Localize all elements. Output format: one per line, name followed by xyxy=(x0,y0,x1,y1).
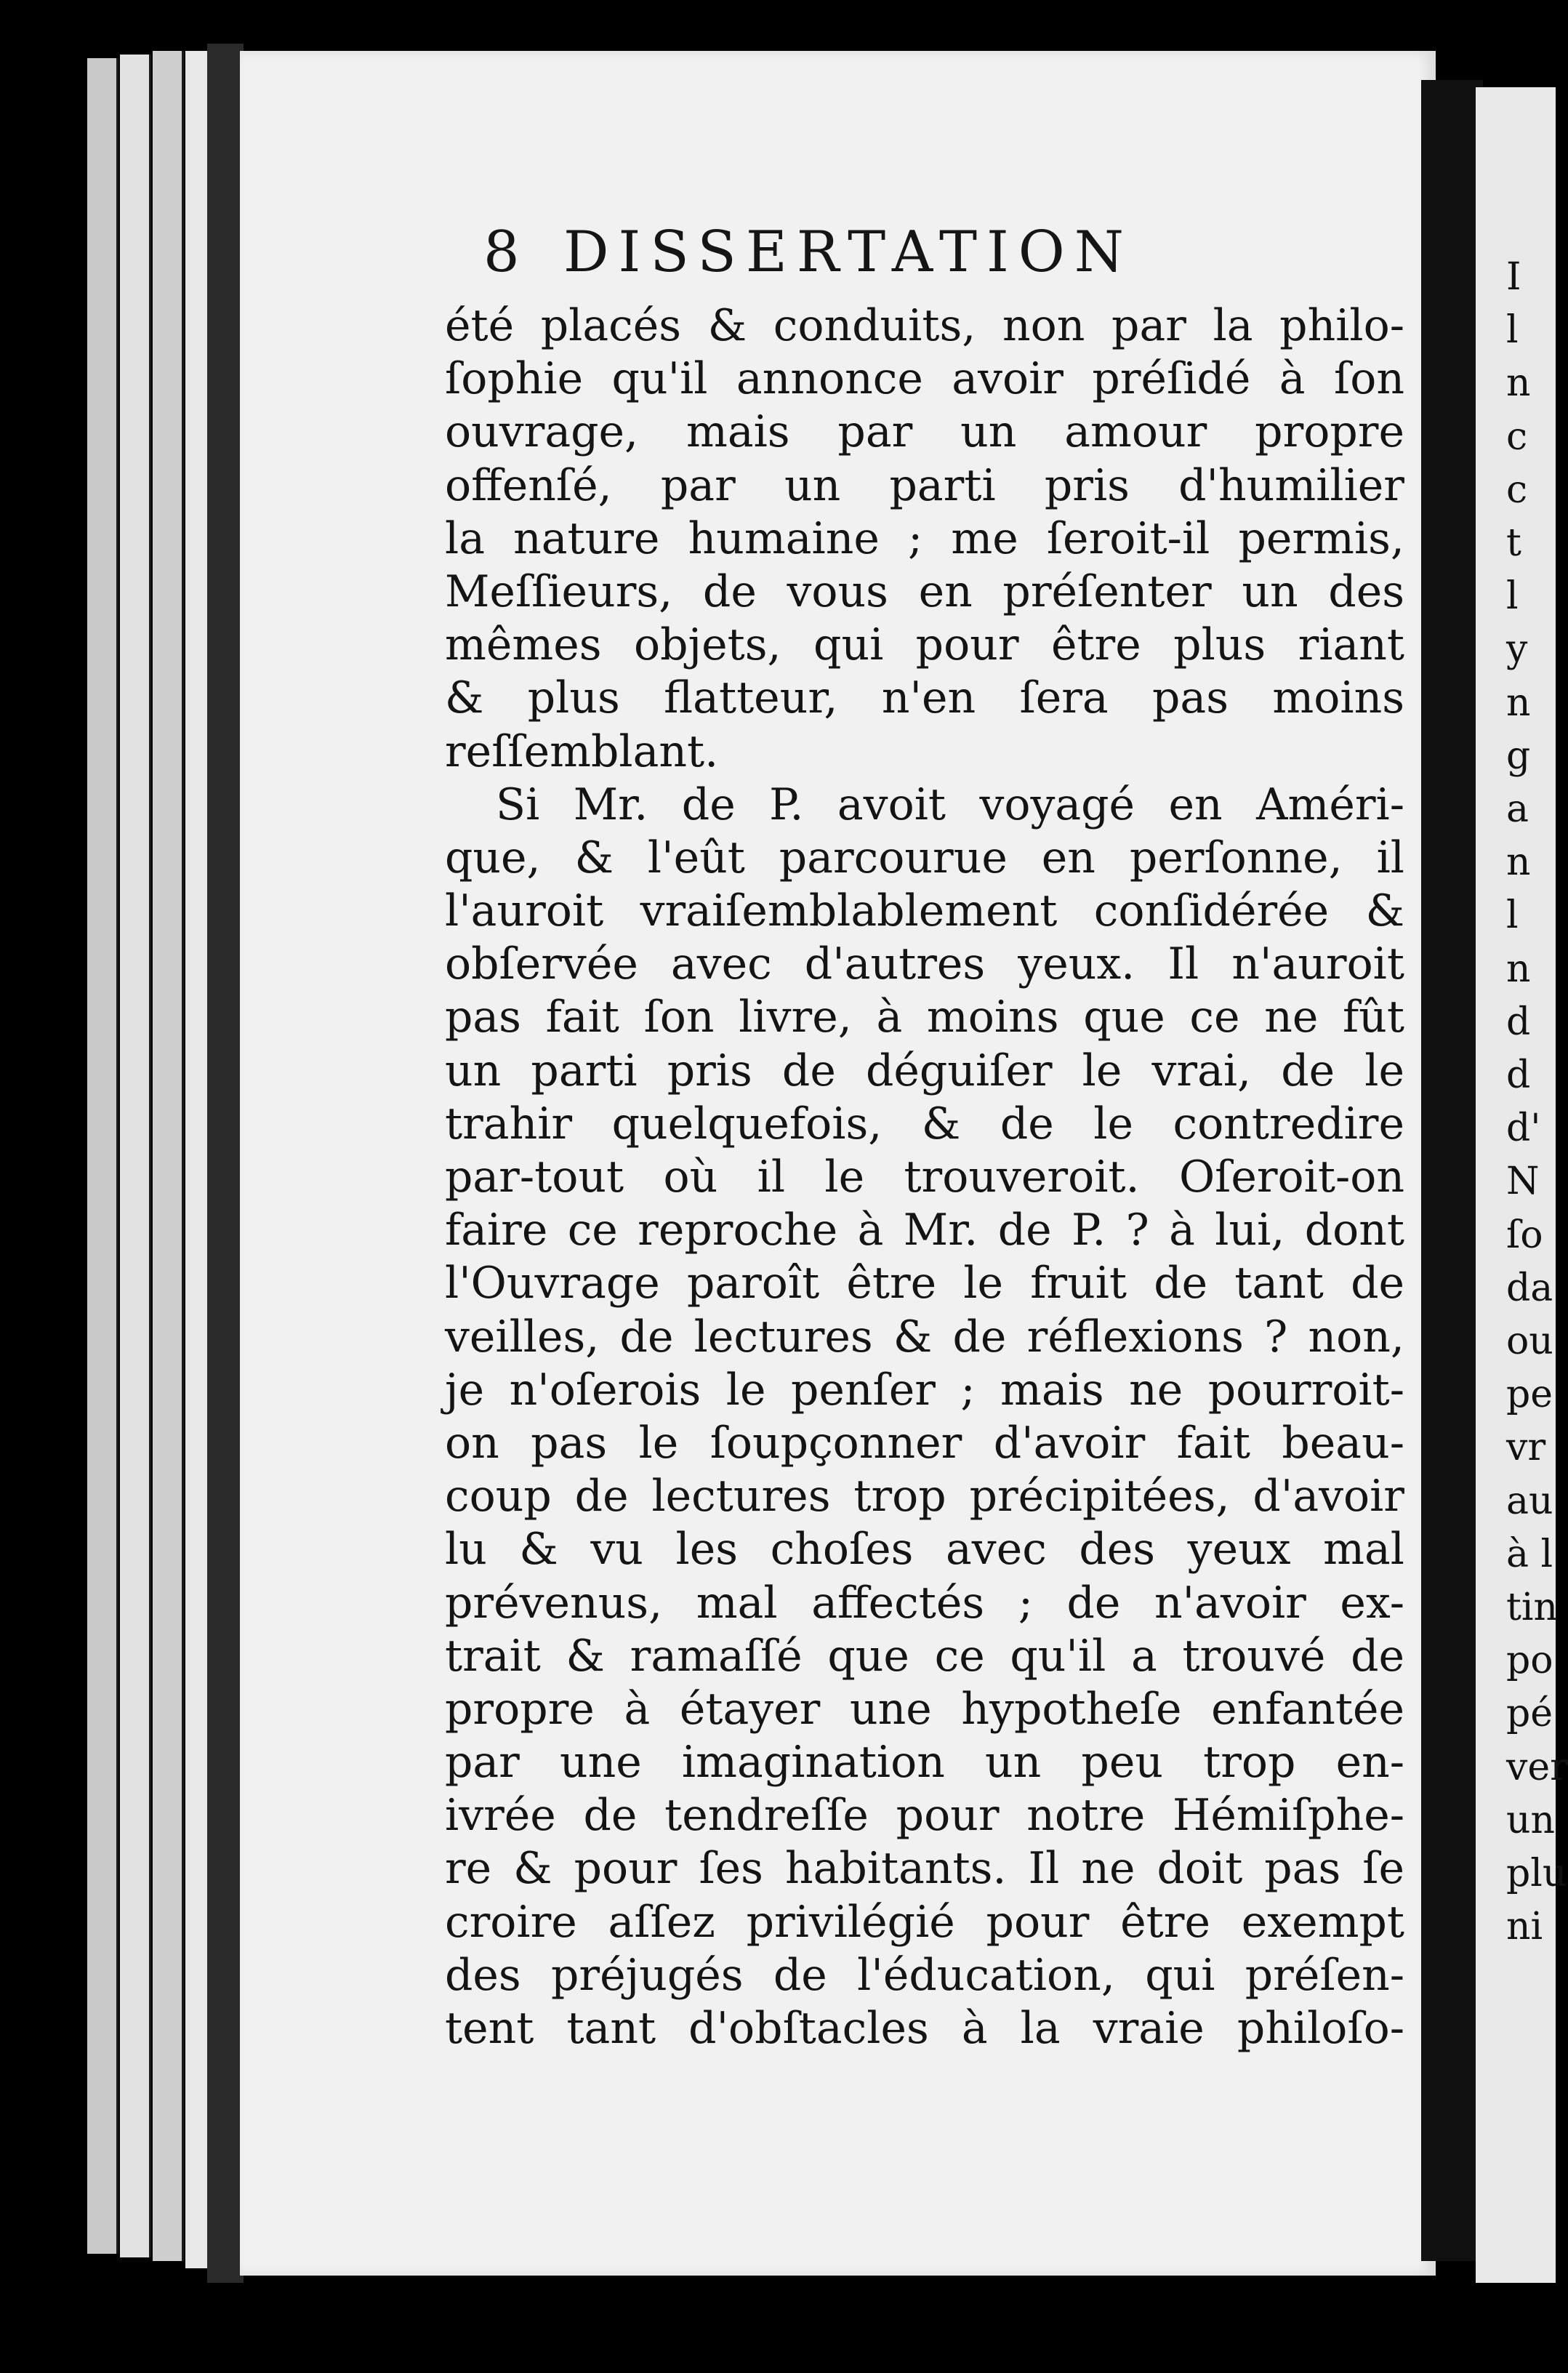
facing-page-fragment: ver xyxy=(1506,1745,1568,1789)
facing-page-fragment: I xyxy=(1506,255,1521,299)
page-number: 8 xyxy=(483,220,520,285)
text-line: coup de lectures trop précipitées, d'avoir xyxy=(445,1471,1404,1522)
text-line: re & pour ſes habitants. Il ne doit pas ſe xyxy=(445,1843,1404,1895)
facing-page-fragment: n xyxy=(1506,361,1531,406)
text-line: on pas le ſoupçonner d'avoir fait beau- xyxy=(445,1417,1404,1469)
text-line: par-tout où il le trouveroit. Oſeroit-on xyxy=(445,1152,1404,1202)
facing-page-fragment: pé xyxy=(1506,1692,1553,1736)
text-line: la nature humaine ; me ſeroit-il permis, xyxy=(445,513,1404,564)
facing-page-fragment: g xyxy=(1506,734,1531,778)
facing-page-fragment: d xyxy=(1506,1000,1531,1044)
text-line: trahir quelquefois, & de le contredire xyxy=(445,1098,1404,1149)
binding-gutter xyxy=(1421,80,1483,2261)
body-text xyxy=(445,300,1404,2055)
page-edge xyxy=(185,51,209,2268)
text-line: je n'oſerois le penſer ; mais ne pourroit- xyxy=(445,1364,1404,1416)
facing-page-fragment: vr xyxy=(1506,1426,1546,1470)
facing-page xyxy=(1476,87,1568,2283)
running-head-title: DISSERTATION xyxy=(563,220,1133,285)
text-line: que, & l'eût parcourue en perſonne, il xyxy=(445,832,1404,883)
facing-page-fragment: pe xyxy=(1506,1373,1553,1417)
facing-page-fragment: au xyxy=(1506,1479,1553,1523)
facing-page-fragment: n xyxy=(1506,680,1531,725)
page-edge xyxy=(153,51,184,2261)
facing-page-fragment: N xyxy=(1506,1160,1540,1204)
left-binding-shadow xyxy=(207,44,244,2283)
facing-page-fragment: d' xyxy=(1506,1107,1541,1151)
text-line: tent tant d'obſtacles à la vraie philoſo- xyxy=(445,2003,1404,2054)
text-line: reſſemblant. xyxy=(445,726,719,777)
facing-page-fragment: c xyxy=(1506,467,1528,512)
text-line: veilles, de lectures & de réflexions ? non, xyxy=(445,1311,1404,1362)
facing-page-fragment: c xyxy=(1506,414,1528,459)
text-line: lu & vu les choſes avec des yeux mal xyxy=(445,1524,1404,1575)
text-line: été placés & conduits, non par la philo- xyxy=(445,300,1404,351)
running-head xyxy=(483,220,1225,304)
text-line: un parti pris de déguiſer le vrai, de le xyxy=(445,1045,1404,1096)
page-edge xyxy=(120,55,151,2257)
facing-page-fragment: à l xyxy=(1506,1532,1553,1576)
facing-page-fragment: plu xyxy=(1506,1852,1567,1895)
facing-page-fragment: t xyxy=(1506,521,1521,565)
facing-page-fragment: po xyxy=(1506,1639,1553,1683)
text-line: & plus flatteur, n'en ſera pas moins xyxy=(445,672,1404,724)
text-line: l'auroit vraiſemblablement conſidérée & xyxy=(445,886,1404,937)
text-line: propre à étayer une hypotheſe enfantée xyxy=(445,1683,1404,1735)
facing-page-fragment: n xyxy=(1506,947,1531,991)
facing-page-fragment: d xyxy=(1506,1053,1531,1097)
facing-page-fragment: y xyxy=(1506,627,1528,672)
facing-page-fragment: un xyxy=(1506,1798,1555,1842)
text-line: ſophie qu'il annonce avoir préſidé à ſon xyxy=(445,353,1404,405)
text-line: faire ce reproche à Mr. de P. ? à lui, dont xyxy=(445,1205,1404,1256)
facing-page-fragment: l xyxy=(1506,308,1519,353)
facing-page-fragment: ſo xyxy=(1506,1213,1543,1257)
facing-page-fragment: a xyxy=(1506,787,1529,831)
text-line: offenſé, par un parti pris d'humilier xyxy=(445,459,1404,511)
text-line: ouvrage, mais par un amour propre xyxy=(445,406,1404,458)
facing-page-fragment: n xyxy=(1506,840,1531,885)
text-line: mêmes objets, qui pour être plus riant xyxy=(445,619,1404,671)
facing-page-fragment: da xyxy=(1506,1266,1553,1310)
facing-page-fragment: l xyxy=(1506,894,1519,938)
text-line: croire aſſez privilégié pour être exempt xyxy=(445,1896,1404,1948)
facing-page-fragment: ni xyxy=(1506,1905,1543,1949)
facing-page-fragment: tin xyxy=(1506,1586,1559,1629)
page-edge xyxy=(87,58,118,2254)
text-line: ivrée de tendreſſe pour notre Hémiſphe- xyxy=(445,1790,1404,1842)
facing-page-fragment: ou xyxy=(1506,1320,1553,1363)
facing-page-fragment: l xyxy=(1506,574,1519,619)
text-line: Meſſieurs, de vous en préſenter un des xyxy=(445,566,1404,617)
text-line: prévenus, mal affectés ; de n'avoir ex- xyxy=(445,1577,1404,1629)
text-line: Si Mr. de P. avoit voyagé en Améri- xyxy=(496,779,1404,830)
text-line: trait & ramaſſé que ce qu'il a trouvé de xyxy=(445,1630,1404,1682)
text-line: pas fait ſon livre, à moins que ce ne fût xyxy=(445,992,1404,1043)
text-line: l'Ouvrage paroît être le fruit de tant de xyxy=(445,1258,1404,1309)
text-line: par une imagination un peu trop en- xyxy=(445,1737,1404,1788)
text-line: des préjugés de l'éducation, qui préſen- xyxy=(445,1949,1404,2001)
text-line: obſervée avec d'autres yeux. Il n'auroit xyxy=(445,939,1404,990)
